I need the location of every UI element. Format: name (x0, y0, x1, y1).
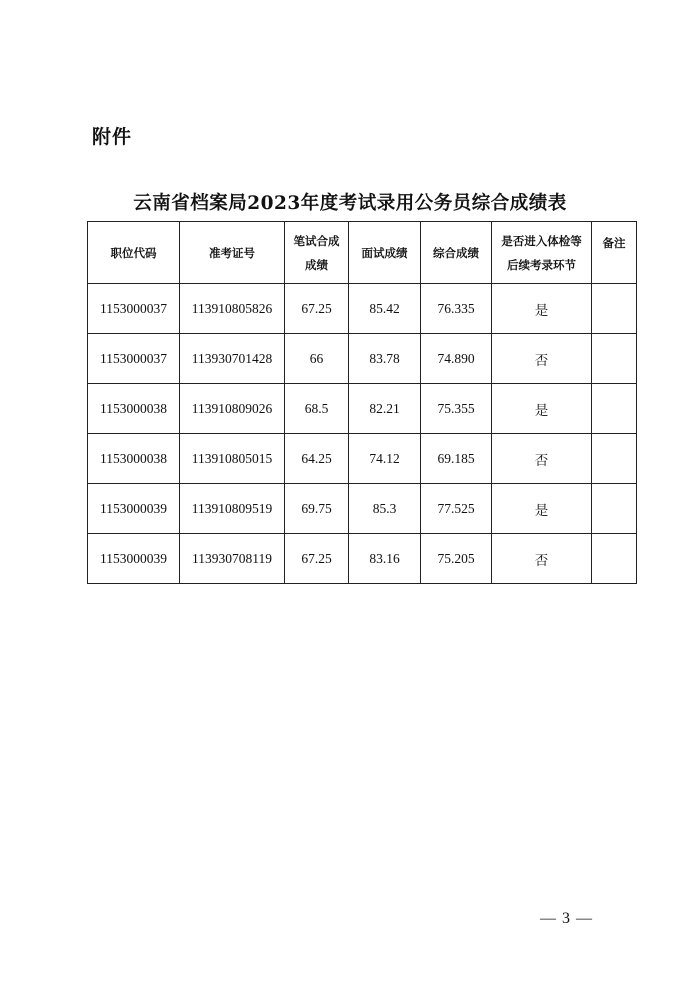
cell-next-stage: 否 (492, 434, 592, 484)
cell-total-score: 75.205 (421, 534, 492, 584)
cell-written-score: 69.75 (285, 484, 349, 534)
attachment-label: 附件 (92, 126, 133, 148)
cell-written-score: 68.5 (285, 384, 349, 434)
header-label: 职位代码 (110, 245, 157, 260)
cell-interview-score: 83.78 (349, 334, 421, 384)
header-position-code (88, 222, 180, 284)
cell-total-score: 76.335 (421, 284, 492, 334)
header-written-score (285, 222, 349, 284)
cell-admission-number: 113910809026 (180, 384, 285, 434)
cell-admission-number: 113930708119 (180, 534, 285, 584)
cell-admission-number: 113930701428 (180, 334, 285, 384)
header-label-line2: 成绩 (305, 257, 328, 272)
cell-total-score: 74.890 (421, 334, 492, 384)
header-total-score (421, 222, 492, 284)
cell-admission-number: 113910805015 (180, 434, 285, 484)
cell-admission-number: 113910805826 (180, 284, 285, 334)
cell-remarks (592, 284, 637, 334)
cell-next-stage: 是 (492, 384, 592, 434)
cell-written-score: 66 (285, 334, 349, 384)
cell-remarks (592, 484, 637, 534)
table-row (88, 384, 637, 434)
table-row (88, 434, 637, 484)
cell-interview-score: 82.21 (349, 384, 421, 434)
cell-remarks (592, 534, 637, 584)
cell-interview-score: 85.3 (349, 484, 421, 534)
cell-interview-score: 74.12 (349, 434, 421, 484)
document-title: 云南省档案局2023年度考试录用公务员综合成绩表 (133, 193, 567, 214)
table-row (88, 334, 637, 384)
cell-position-code: 1153000038 (88, 384, 180, 434)
score-table (87, 221, 637, 584)
page-number: — 3 — (540, 910, 593, 927)
cell-interview-score: 83.16 (349, 534, 421, 584)
cell-position-code: 1153000037 (88, 334, 180, 384)
header-label: 备注 (602, 236, 626, 250)
header-label: 面试成绩 (361, 245, 408, 260)
cell-admission-number: 113910809519 (180, 484, 285, 534)
cell-position-code: 1153000039 (88, 484, 180, 534)
header-label: 综合成绩 (433, 245, 479, 260)
header-admission-number (180, 222, 285, 284)
header-next-stage (492, 222, 592, 284)
cell-interview-score: 85.42 (349, 284, 421, 334)
cell-total-score: 75.355 (421, 384, 492, 434)
cell-total-score: 77.525 (421, 484, 492, 534)
header-label-line2: 后续考录环节 (507, 257, 576, 272)
cell-next-stage: 是 (492, 284, 592, 334)
cell-position-code: 1153000037 (88, 284, 180, 334)
cell-next-stage: 否 (492, 534, 592, 584)
table-header-row (88, 222, 637, 284)
cell-written-score: 64.25 (285, 434, 349, 484)
header-remarks (592, 222, 637, 284)
cell-remarks (592, 334, 637, 384)
cell-position-code: 1153000038 (88, 434, 180, 484)
table-row (88, 534, 637, 584)
cell-written-score: 67.25 (285, 534, 349, 584)
cell-written-score: 67.25 (285, 284, 349, 334)
header-label-line1: 是否进入体检等 (501, 233, 582, 248)
table-row (88, 484, 637, 534)
header-label-line1: 笔试合成 (293, 233, 340, 248)
cell-position-code: 1153000039 (88, 534, 180, 584)
cell-next-stage: 是 (492, 484, 592, 534)
header-label: 准考证号 (209, 245, 255, 260)
cell-total-score: 69.185 (421, 434, 492, 484)
header-interview-score (349, 222, 421, 284)
table-row (88, 284, 637, 334)
cell-next-stage: 否 (492, 334, 592, 384)
cell-remarks (592, 434, 637, 484)
cell-remarks (592, 384, 637, 434)
